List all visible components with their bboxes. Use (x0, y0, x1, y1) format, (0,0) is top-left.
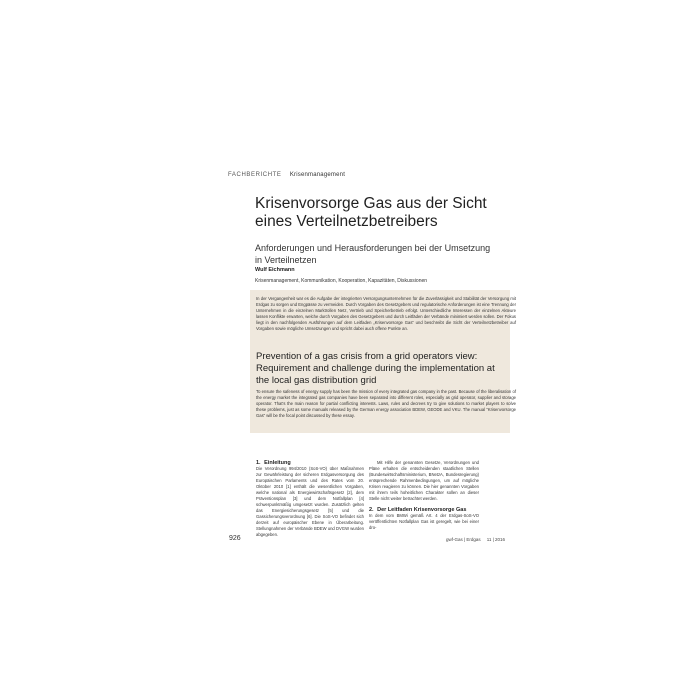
english-title-line-3: the local gas distribution grid (256, 375, 377, 386)
title-line-2: eines Verteilnetzbetreibers (255, 213, 438, 230)
journal-footer (446, 537, 505, 542)
author-name: Wulf Eichmann (255, 267, 295, 273)
section-1-title: Einleitung (264, 460, 291, 466)
abstract-german: In der Vergangenheit war es die Aufgabe der integrierten Versorgungsunternehmen für die Zuverlässigkeit und Stabilität der Versorgung mit Erdgas zu sorgen und Engpässe zu vermeiden. Durch Vorgaben des Gesetzgebers und regulatorische Anforderungen ist eine Trennung der Unternehmen in die einzelnen Marktrollen Netz, Vertrieb und Speicherbetrieb erfolgt. Unterschiedliche Interessen der einzelnen Akteure lassen Konflikte erwarten, welche durch Vorgaben des Gesetzgebers und durch Leitfäden der Verbände minimiert werden sollen. Der Fokus liegt in den nachfolgenden Ausführungen auf dem Leitfaden „Krisenvorsorge Gas“ und beschreibt die Sicht der Verteilnetzbetreiber auf Vorgaben sowie mögliche Umsetzungen und spricht dabei auch offene Punkte an. (256, 296, 516, 332)
journal-name: gwf-Gas | Erdgas (446, 537, 481, 542)
running-header (228, 172, 478, 178)
journal-issue: 11 | 2016 (486, 537, 506, 542)
column-2-text: Mit Hilfe der genannten Gesetze, Verordnungen und Pläne erhalten die entscheidenden staatlichen Stellen (Bundeswirtschaftsministerium, BNetzA, Bundesregierung) entsprechende Rahmenbedingungen, um auf mögliche Krisen reagieren zu können. Die hier genannten Vorgaben mit ihrem teils hoheitlichen Charakter sollen an dieser Stelle nicht weiter betrachtet werden. (369, 460, 479, 501)
title-line-1: Krisenvorsorge Gas aus der Sicht (255, 195, 487, 212)
page-number: 926 (229, 535, 241, 542)
english-title-line-1: Prevention of a gas crisis from a grid operators view: (256, 351, 478, 362)
body-column-1 (256, 460, 364, 538)
keywords: Krisenmanagement, Kommunikation, Kooperation, Kapazitäten, Diskussionen (255, 278, 428, 284)
subtitle-line-2: in Verteilnetzen (255, 254, 317, 265)
abstract-english: To ensure the safeness of energy supply has been the mission of every integrated gas company in the past. Because of the liberalisation of the energy market the integrated gas companies have been separated into different roles, especially as grid operator, supplier and storage operator. That's the main reason for partial conflicting interests. Laws, rules and decrees try to give solutions to market players to solve these problems, just as some manuals released by the German energy association BDEW, GEODE and VKU. The manual “Krisenvorsorge Gas” will be the focal point discussed by these essay. (256, 389, 516, 419)
english-title (256, 351, 506, 387)
section-1-text: Die Verordnung 994/2010 (SoS-VO) über Maßnahmen zur Gewährleistung der sicheren Erdgasversorgung des Europäischen Parlaments und des Rates vom 20. Oktober 2010 [1] enthält die wesentlichen Vorgaben, welche national als Energiewirtschaftsgesetz [2], dem Präventionsplan [3] und dem Notfallplan [4] schwerpunktmäßig umgesetzt wurden. Zusätzlich gelten das Energiesicherungsgesetz [5] und die Gassicherungsverordnung [6]. Die SoS-VO befindet sich derzeit auf europäischer Ebene in Überarbeitung. Stellungnahmen der Verbände BDEW und DVGW wurden abgegeben. (256, 466, 364, 537)
section-2-number: 2. (369, 507, 374, 513)
english-title-line-2: Requirement and challenge during the implementation at (256, 363, 495, 374)
article-subtitle (255, 243, 535, 266)
section-2-title: Der Leitfaden Krisenvorsorge Gas (377, 507, 467, 513)
section-label: FACHBERICHTE (228, 172, 282, 178)
section-1-number: 1. (256, 460, 261, 466)
article-title (255, 195, 515, 231)
topic-label: Krisenmanagement (289, 172, 346, 178)
body-column-2 (369, 460, 479, 531)
section-2-text: In dem vom BMWi gemäß Art. 4 der Erdgas-SoS-VO veröffentlichten Notfallplan Gas ist geregelt, wie bei einer dro- (369, 513, 479, 530)
subtitle-line-1: Anforderungen und Herausforderungen bei der Umsetzung (255, 243, 491, 253)
